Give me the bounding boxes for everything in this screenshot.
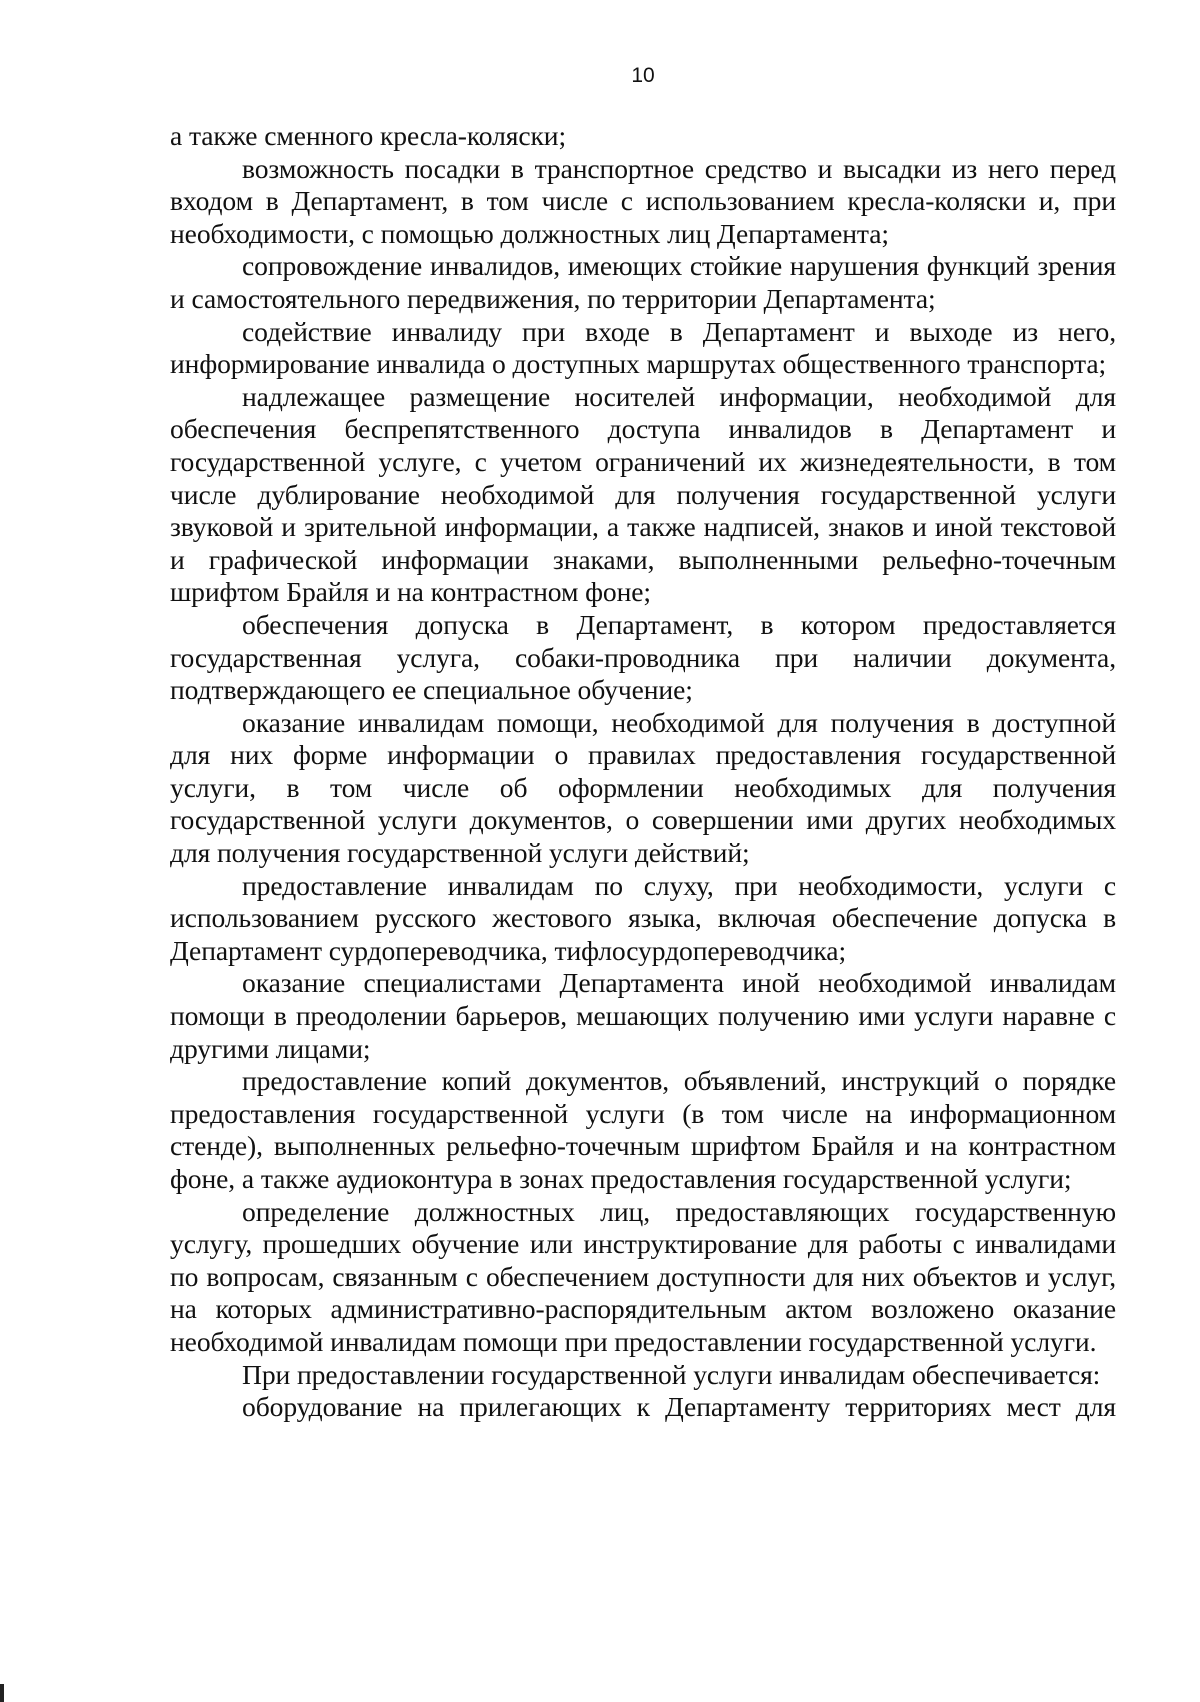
paragraph-11: определение должностных лиц, предоставляющих государственную услугу, прошедших обучение или инструктирование для работы с инвалидами по вопросам, связанным с обеспечением доступности для них объектов и услуг, на которых административно-распорядительным актом возложено оказание необходимой инвалидам помощи при предоставлении государственной услуги. (170, 1195, 1116, 1357)
paragraph-4: содействие инвалиду при входе в Департамент и выходе из него, информирование инвалида о доступных маршрутах общественного транспорта; (170, 315, 1116, 380)
paragraph-7: оказание инвалидам помощи, необходимой для получения в доступной для них форме информации о правилах предоставления государственной услуги, в том числе об оформлении необходимых для получения государственной услуги документов, о совершении ими других необходимых для получения государственной услуги действий; (170, 706, 1116, 869)
paragraph-9: оказание специалистами Департамента иной необходимой инвалидам помощи в преодолении барьеров, мешающих получению ими услуги наравне с другими лицами; (170, 967, 1116, 1064)
scan-edge-mark (0, 1684, 4, 1702)
paragraph-5: надлежащее размещение носителей информации, необходимой для обеспечения беспрепятственного доступа инвалидов в Департамент и государственной услуге, с учетом ограничений их жизнедеятельности, в том числе дублирование необходимой для получения государственной услуги звуковой и зрительной информации, а также надписей, знаков и иной текстовой и графической информации знаками, выполненными рельефно-точечным шрифтом Брайля и на контрастном фоне; (170, 380, 1116, 608)
paragraph-13: оборудование на прилегающих к Департаменту территориях мест для (242, 1391, 1116, 1423)
paragraph-2: возможность посадки в транспортное средство и высадки из него перед входом в Департамент, в том числе с использованием кресла-коляски и, при необходимости, с помощью должностных лиц Департамента; (170, 152, 1116, 249)
paragraph-8: предоставление инвалидам по слуху, при необходимости, услуги с использованием русского жестового языка, включая обеспечение допуска в Департамент сурдопереводчика, тифлосурдопереводчика; (170, 869, 1116, 966)
page-number: 10 (631, 64, 655, 87)
paragraph-6: обеспечения допуска в Департамент, в котором предоставляется государственная услуга, собаки-проводника при наличии документа, подтверждающего ее специальное обучение; (170, 608, 1116, 706)
paragraph-12: При предоставлении государственной услуги инвалидам обеспечивается: (242, 1358, 1101, 1390)
paragraph-10: предоставление копий документов, объявлений, инструкций о порядке предоставления государственной услуги (в том числе на информационном стенде), выполненных рельефно-точечным шрифтом Брайля и на контрастном фоне, а также аудиоконтура в зонах предоставления государственной услуги; (170, 1065, 1116, 1194)
paragraph-1: а также сменного кресла-коляски; (170, 120, 567, 151)
document-body (170, 120, 1116, 1424)
paragraph-3: сопровождение инвалидов, имеющих стойкие нарушения функций зрения и самостоятельного передвижения, по территории Департамента; (170, 250, 1116, 314)
